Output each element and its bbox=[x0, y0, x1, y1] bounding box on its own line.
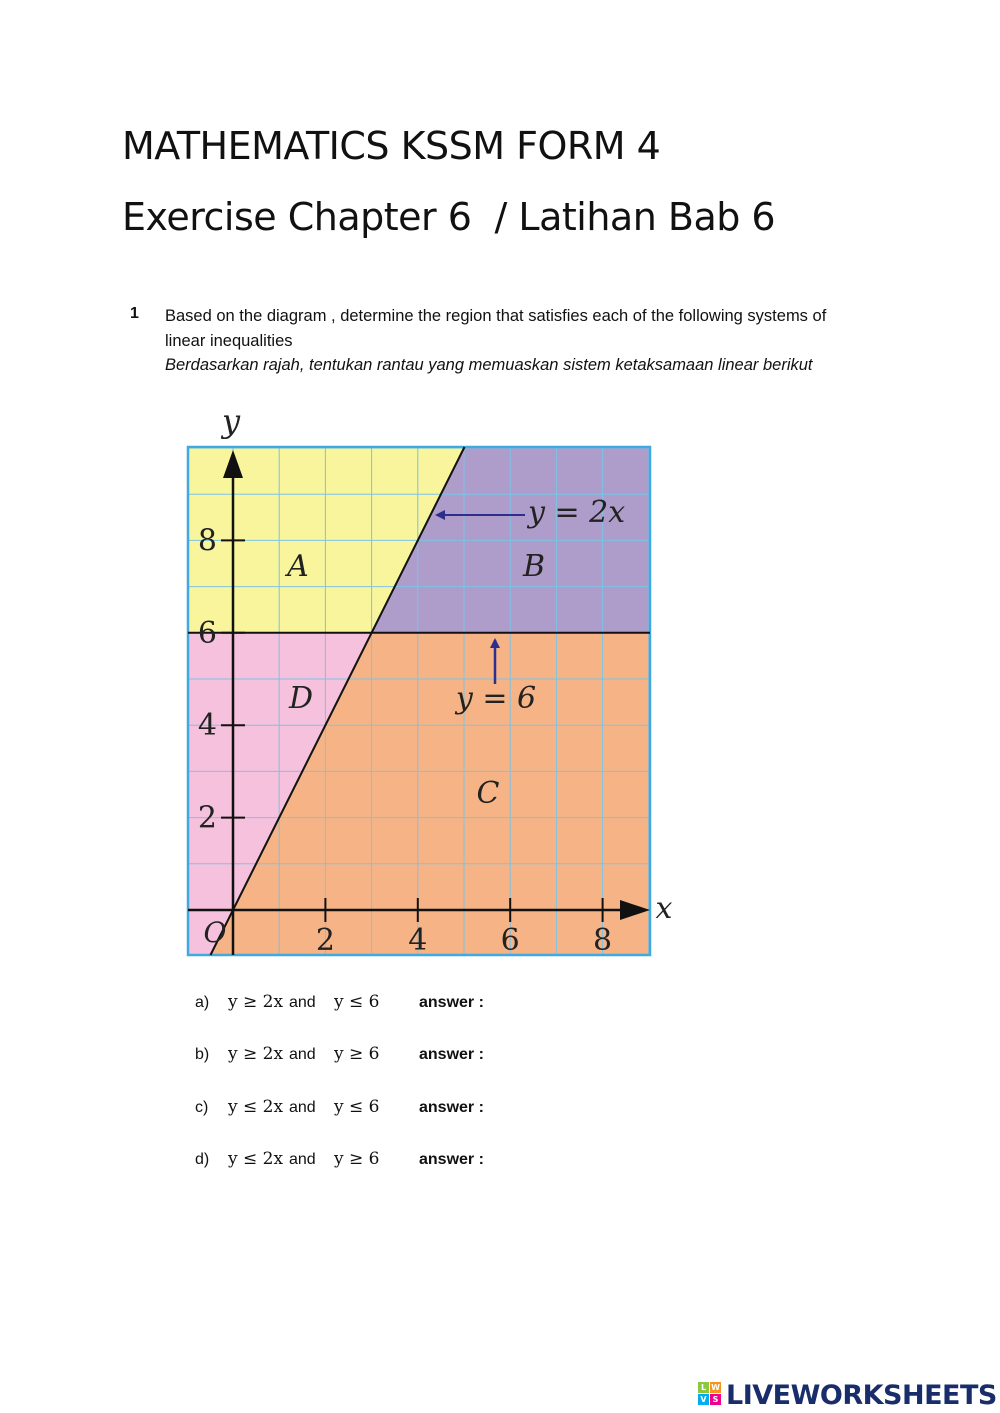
liveworksheets-logo-text: LIVEWORKSHEETS bbox=[726, 1379, 997, 1411]
answer-label: answer : bbox=[419, 994, 484, 1011]
y-tick-label: 2 bbox=[197, 800, 217, 836]
answer-input-b[interactable] bbox=[497, 1042, 621, 1070]
inequality-2: y ≤ 6 bbox=[334, 1097, 380, 1117]
inequality-1: y ≤ 2x bbox=[228, 1149, 284, 1169]
x-tick-label: 8 bbox=[593, 923, 613, 958]
page-title: MATHEMATICS KSSM FORM 4 bbox=[122, 124, 661, 168]
answer-label: answer : bbox=[419, 1151, 484, 1168]
inequality-2: y ≤ 6 bbox=[334, 992, 380, 1012]
inequality-1: y ≥ 2x bbox=[228, 1044, 284, 1064]
answer-input-a[interactable] bbox=[497, 990, 621, 1018]
logo-icon-letter: V bbox=[698, 1394, 709, 1405]
answer-label: answer : bbox=[419, 1046, 484, 1063]
logo-icon-letter: L bbox=[698, 1382, 709, 1393]
region-label-d: D bbox=[288, 681, 314, 716]
x-tick-label: 4 bbox=[408, 923, 428, 958]
question-number: 1 bbox=[130, 305, 139, 322]
inequality-2: y ≥ 6 bbox=[334, 1044, 380, 1064]
question-text-malay: Berdasarkan rajah, tentukan rantau yang memuaskan sistem ketaksamaan linear berikut bbox=[165, 356, 813, 374]
label-y-equals-2x: y = 2x bbox=[528, 495, 626, 530]
option-label: b) bbox=[195, 1046, 210, 1063]
answer-label: answer : bbox=[419, 1099, 484, 1116]
x-tick-label: 2 bbox=[315, 923, 335, 958]
option-label: c) bbox=[195, 1099, 209, 1116]
y-axis-label: y bbox=[221, 402, 241, 440]
logo-icon-letter: W bbox=[711, 1383, 720, 1392]
option-label: d) bbox=[195, 1151, 210, 1168]
region-label-b: B bbox=[522, 549, 546, 584]
answer-input-d[interactable] bbox=[497, 1147, 621, 1175]
logo-icon-letter: S bbox=[710, 1394, 721, 1405]
y-tick-label: 8 bbox=[197, 523, 217, 559]
and-word: and bbox=[289, 1151, 316, 1168]
y-tick-label: 6 bbox=[197, 615, 217, 651]
liveworksheets-logo bbox=[698, 1378, 997, 1412]
label-y-equals-6: y = 6 bbox=[455, 681, 537, 716]
and-word: and bbox=[289, 994, 316, 1011]
answer-input-c[interactable] bbox=[497, 1095, 621, 1123]
question-text-english: Based on the diagram , determine the region that satisfies each of the following systems of linear inequalities bbox=[165, 307, 827, 350]
and-word: and bbox=[289, 1099, 316, 1116]
region-label-c: C bbox=[476, 776, 500, 811]
inequality-1: y ≥ 2x bbox=[228, 992, 284, 1012]
inequality-2: y ≥ 6 bbox=[334, 1149, 380, 1169]
origin-label: O bbox=[203, 916, 227, 949]
inequality-1: y ≤ 2x bbox=[228, 1097, 284, 1117]
and-word: and bbox=[289, 1046, 316, 1063]
option-label: a) bbox=[195, 994, 210, 1011]
liveworksheets-logo-icon bbox=[698, 1382, 724, 1408]
region-label-a: A bbox=[287, 549, 309, 584]
y-tick-label: 4 bbox=[197, 708, 217, 744]
page-subtitle: Exercise Chapter 6 / Latihan Bab 6 bbox=[122, 195, 776, 239]
x-axis-label: x bbox=[655, 891, 673, 926]
x-tick-label: 6 bbox=[500, 923, 520, 958]
